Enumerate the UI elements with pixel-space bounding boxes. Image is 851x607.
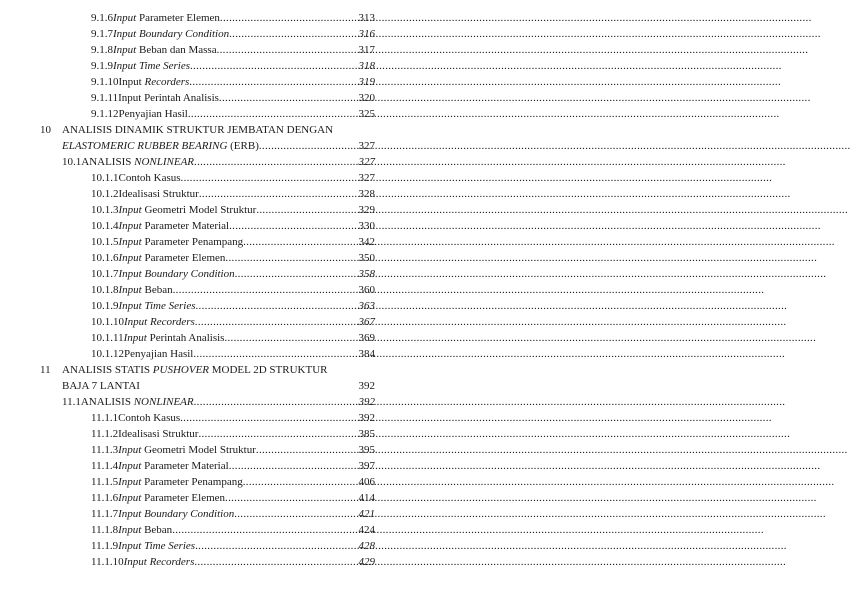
toc-row[interactable] xyxy=(91,475,375,490)
dot-leader xyxy=(243,475,355,490)
entry-number: 9.1.11 xyxy=(91,92,119,104)
entry-title xyxy=(119,171,181,186)
toc-row[interactable] xyxy=(91,523,375,538)
entry-title-italic: Input xyxy=(118,204,142,216)
dot-leader xyxy=(243,235,354,250)
page-number: 392 xyxy=(358,380,375,392)
dot-leader xyxy=(199,187,355,202)
toc-row[interactable] xyxy=(91,283,375,298)
dot-leader xyxy=(225,251,354,266)
entry-number: 11.1.9 xyxy=(91,540,119,552)
toc-row[interactable] xyxy=(91,315,375,330)
toc-row-section-10-1[interactable] xyxy=(62,155,375,170)
entry-title-rest: Geometri Model Struktur xyxy=(141,444,256,456)
entry-title xyxy=(124,331,225,346)
entry-title xyxy=(119,267,235,282)
toc-row[interactable] xyxy=(91,539,375,554)
entry-title-rest: Parameter Material xyxy=(141,460,229,472)
entry-number: 9.1.6 xyxy=(91,12,113,24)
page-number: 327 xyxy=(358,140,375,152)
page-number: 392 xyxy=(358,412,375,424)
entry-title-text: Contoh Kasus xyxy=(118,172,181,184)
toc-row[interactable] xyxy=(91,75,375,90)
entry-number: 11.1.1 xyxy=(91,412,119,424)
entry-title-italic: Input Time Series xyxy=(118,540,196,552)
entry-title xyxy=(119,203,257,218)
chapter-title-line1 xyxy=(62,363,327,378)
dot-leader xyxy=(194,555,354,570)
page-number: 358 xyxy=(358,268,375,280)
entry-title xyxy=(113,27,229,42)
section-number: 10.1 xyxy=(62,156,82,168)
entry-title-rest: Parameter Penampang xyxy=(141,236,244,248)
entry-title-italic: Input xyxy=(123,332,147,344)
page-number: 327 xyxy=(358,156,375,168)
entry-title-rest: Parameter Material xyxy=(141,220,230,232)
entry-title-rest: Parameter Elemen xyxy=(141,252,226,264)
entry-number: 10.1.11 xyxy=(91,332,124,344)
chapter-number: 11 xyxy=(40,364,51,376)
toc-row[interactable] xyxy=(91,459,375,474)
entry-number: 11.1.5 xyxy=(91,476,119,488)
entry-number: 11.1.6 xyxy=(91,492,119,504)
chapter-title-line2-rest: (ERB) xyxy=(227,140,259,152)
entry-number: 9.1.10 xyxy=(91,76,119,88)
toc-row[interactable] xyxy=(91,187,375,202)
page-number: 318 xyxy=(358,60,375,72)
toc-row-section-11-1[interactable] xyxy=(62,395,375,410)
page-number: 424 xyxy=(358,524,375,536)
page-number: 421 xyxy=(358,508,375,520)
page-number: 328 xyxy=(358,188,375,200)
entry-number: 10.1.5 xyxy=(91,236,119,248)
page-number: 360 xyxy=(358,284,375,296)
entry-title-italic: Input xyxy=(118,524,142,536)
page-number: 367 xyxy=(358,316,375,328)
entry-title xyxy=(113,43,217,58)
toc-row[interactable] xyxy=(91,235,375,250)
entry-number: 10.1.2 xyxy=(91,188,119,200)
entry-number: 11.1.2 xyxy=(91,428,119,440)
entry-number: 10.1.7 xyxy=(91,268,119,280)
dot-leader xyxy=(224,331,354,346)
toc-row[interactable] xyxy=(91,507,375,522)
entry-title-italic: Input Boundary Condition xyxy=(118,268,235,280)
dot-leader xyxy=(235,267,355,282)
entry-number: 10.1.12 xyxy=(91,348,124,360)
entry-title xyxy=(118,91,219,106)
chapter-title-line1: ANALISIS DINAMIK STRUKTUR JEMBATAN DENGAN xyxy=(62,124,334,136)
entry-title-italic: Input xyxy=(113,12,137,24)
entry-title-italic: Input Recorders xyxy=(124,316,195,328)
section-title: ANALISIS xyxy=(81,156,135,168)
toc-row[interactable] xyxy=(91,27,375,42)
entry-title-text: Input xyxy=(118,76,145,88)
dot-leader xyxy=(234,507,354,522)
chapter-title-line2-italic: ELASTOMERIC RUBBER BEARING xyxy=(62,140,228,152)
page-number: 369 xyxy=(358,332,375,344)
entry-number: 10.1.3 xyxy=(91,204,119,216)
entry-number: 9.1.9 xyxy=(91,60,113,72)
page-number: 350 xyxy=(358,252,375,264)
entry-title-italic: Input xyxy=(118,492,142,504)
entry-title-text: Idealisasi Struktur xyxy=(118,428,199,440)
toc-row[interactable] xyxy=(91,251,375,266)
entry-number: 9.1.7 xyxy=(91,28,113,40)
toc-row[interactable] xyxy=(91,331,375,346)
dot-leader xyxy=(195,539,354,554)
entry-title-rest: Beban xyxy=(141,524,173,536)
entry-title-italic: Input xyxy=(113,44,137,56)
entry-title-rest: Perintah Analisis xyxy=(146,332,225,344)
entry-title-rest: Beban xyxy=(141,284,173,296)
page-number: 320 xyxy=(358,92,375,104)
dot-leader xyxy=(188,107,355,122)
toc-row[interactable] xyxy=(91,347,375,362)
entry-title xyxy=(119,299,196,314)
entry-title xyxy=(118,507,234,522)
dot-leader xyxy=(229,459,355,474)
dot-leader xyxy=(195,315,355,330)
entry-title-rest: Parameter Penampang xyxy=(141,476,243,488)
toc-row[interactable] xyxy=(91,411,375,426)
section-number: 11.1 xyxy=(62,396,81,408)
entry-title xyxy=(124,347,193,362)
dot-leader xyxy=(172,523,354,538)
page-number: 316 xyxy=(358,28,375,40)
page-number: 313 xyxy=(358,12,375,24)
page-number: 327 xyxy=(358,172,375,184)
entry-title xyxy=(119,75,190,90)
page-number: 325 xyxy=(358,108,375,120)
section-title-italic: NONLINEAR xyxy=(134,156,195,168)
entry-title xyxy=(118,459,229,474)
entry-title xyxy=(113,11,220,26)
toc-row[interactable] xyxy=(91,43,375,58)
entry-number: 10.1.8 xyxy=(91,284,119,296)
toc-row[interactable] xyxy=(91,11,375,26)
page-number: 363 xyxy=(358,300,375,312)
dot-leader xyxy=(193,347,354,362)
page-number: 317 xyxy=(358,44,375,56)
dot-leader xyxy=(181,171,355,186)
entry-title xyxy=(118,491,225,506)
page-number: 397 xyxy=(358,460,375,472)
entry-title xyxy=(119,251,226,266)
toc-row[interactable] xyxy=(91,267,375,282)
entry-title-text: Penyajian Hasil xyxy=(124,348,194,360)
entry-title-text: Input Perintah Analisis xyxy=(118,92,219,104)
chapter-title-line1-rest: MODEL 2D STRUKTUR xyxy=(209,364,328,376)
entry-number: 10.1.1 xyxy=(91,172,119,184)
dot-leader xyxy=(229,27,354,42)
entry-title-text: Penyajian Hasil xyxy=(118,108,188,120)
entry-title-rest: Parameter Elemen xyxy=(136,12,220,24)
entry-number: 9.1.12 xyxy=(91,108,119,120)
entry-title-rest: Geometri Model Struktur xyxy=(141,204,257,216)
entry-title-italic: Input Time Series xyxy=(113,60,190,72)
page-number: 395 xyxy=(358,444,375,456)
entry-title xyxy=(118,539,195,554)
dot-leader xyxy=(189,75,354,90)
page-number: 428 xyxy=(358,540,375,552)
entry-title xyxy=(118,411,180,426)
toc-row-chapter-11[interactable] xyxy=(62,379,375,394)
entry-number: 11.1.3 xyxy=(91,444,119,456)
page-number: 342 xyxy=(358,236,375,248)
entry-title xyxy=(119,235,244,250)
toc-row[interactable] xyxy=(91,203,375,218)
page-number: 385 xyxy=(358,428,375,440)
entry-title xyxy=(118,427,198,442)
entry-title-rest: Parameter Elemen xyxy=(141,492,226,504)
toc-row[interactable] xyxy=(91,427,375,442)
entry-number: 11.1.4 xyxy=(91,460,119,472)
entry-title xyxy=(119,283,173,298)
section-title-italic: NONLINEAR xyxy=(133,396,194,408)
dot-leader xyxy=(229,219,354,234)
entry-title xyxy=(119,107,188,122)
entry-number: 10.1.6 xyxy=(91,252,119,264)
entry-title-italic: Input Boundary Condition xyxy=(118,508,235,520)
entry-title xyxy=(119,219,230,234)
toc-row[interactable] xyxy=(91,555,375,570)
dot-leader xyxy=(190,59,355,74)
toc-row[interactable] xyxy=(91,443,375,458)
entry-title xyxy=(118,523,172,538)
toc-row[interactable] xyxy=(91,491,375,506)
chapter-title-line2: BAJA 7 LANTAI xyxy=(62,380,140,392)
dot-leader xyxy=(219,91,355,106)
page-number: 330 xyxy=(358,220,375,232)
page-number: 414 xyxy=(358,492,375,504)
dot-leader xyxy=(196,299,355,314)
dot-leader xyxy=(256,203,354,218)
entry-title xyxy=(118,443,256,458)
entry-number: 11.1.8 xyxy=(91,524,119,536)
entry-title-italic: Input Time Series xyxy=(118,300,196,312)
entry-title-italic: Input Recorders xyxy=(123,556,195,568)
entry-title xyxy=(119,187,199,202)
entry-number: 10.1.10 xyxy=(91,316,124,328)
toc-row[interactable] xyxy=(91,299,375,314)
entry-number: 10.1.9 xyxy=(91,300,119,312)
page-number: 392 xyxy=(358,396,375,408)
dot-leader xyxy=(220,11,355,26)
chapter-number: 10 xyxy=(40,124,51,136)
entry-title-italic: Input xyxy=(118,460,142,472)
toc-row[interactable] xyxy=(91,107,375,122)
toc-row[interactable] xyxy=(91,219,375,234)
entry-title xyxy=(113,59,190,74)
entry-title-italic: Input xyxy=(118,220,142,232)
section-title: ANALISIS xyxy=(80,396,134,408)
dot-leader xyxy=(173,283,355,298)
entry-title-italic: Recorders xyxy=(144,76,190,88)
dot-leader xyxy=(194,395,355,410)
page-number: 329 xyxy=(358,204,375,216)
entry-title-italic: Input xyxy=(118,476,142,488)
dot-leader xyxy=(194,155,354,170)
dot-leader xyxy=(217,43,355,58)
page-number: 319 xyxy=(358,76,375,88)
page-number: 384 xyxy=(358,348,375,360)
entry-number: 11.1.7 xyxy=(91,508,119,520)
chapter-title-line1-italic: PUSHOVER xyxy=(152,364,210,376)
entry-title-italic: Input xyxy=(118,284,142,296)
entry-title-text: Idealisasi Struktur xyxy=(118,188,199,200)
entry-title-italic: Input xyxy=(118,252,142,264)
dot-leader xyxy=(180,411,354,426)
page-number: 406 xyxy=(358,476,375,488)
toc-row[interactable] xyxy=(91,171,375,186)
toc-row-chapter-10[interactable] xyxy=(62,139,375,154)
dot-leader xyxy=(259,139,355,154)
dot-leader xyxy=(225,491,354,506)
dot-leader xyxy=(198,427,354,442)
entry-title xyxy=(124,315,195,330)
entry-title-rest: Beban dan Massa xyxy=(136,44,217,56)
entry-number: 9.1.8 xyxy=(91,44,113,56)
toc-row[interactable] xyxy=(91,91,375,106)
page-number: 429 xyxy=(358,556,375,568)
entry-number: 11.1.10 xyxy=(91,556,124,568)
toc-row[interactable] xyxy=(91,59,375,74)
entry-title-text: Contoh Kasus xyxy=(118,412,181,424)
dot-leader xyxy=(256,443,355,458)
entry-title-italic: Input Boundary Condition xyxy=(113,28,230,40)
entry-title-italic: Input xyxy=(118,444,142,456)
entry-title-italic: Input xyxy=(118,236,142,248)
entry-title xyxy=(124,555,195,570)
chapter-title-line1-part: ANALISIS STATIS xyxy=(62,364,153,376)
entry-number: 10.1.4 xyxy=(91,220,119,232)
entry-title xyxy=(118,475,243,490)
